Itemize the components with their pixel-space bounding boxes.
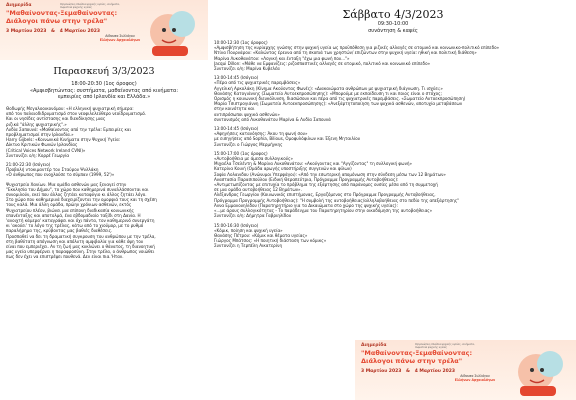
block-line: Θανάσης Κατογιάννης (Σωματείο Αυτοεκπροσώπησης): «Μπορούμε με εκπαίδευση τι και ποιος είναι ο στόχος;	[214, 90, 442, 96]
banner-venue-line1: Αίθουσα Συλλόγου	[460, 374, 490, 378]
block-line: Πρόγραμμα Προγραμμής Αυτοβοήθειας): "Η συμβολή της αυτοβοήθειας/αλληλοβοήθειας στο πεδίο της απεξάρτησης"	[214, 197, 459, 203]
block-time: 13:00-14:45 (Ισόγειο)	[214, 75, 259, 81]
friday-title: Παρασκευή 3/3/2023	[53, 66, 155, 77]
block-line: αντιπρόσωποι ψυχικά ασθενών»	[214, 111, 280, 117]
banner-dates	[6, 29, 100, 34]
friday-evening-line: Ψυχιατρείου πλέον, βιώνει μια επίπονη διαδικασία κοινωνικής	[6, 207, 134, 213]
saturday-program	[210, 35, 576, 249]
friday-column	[0, 0, 208, 400]
banner-organizers: Οργανώσεις-πλαίσια ψυχικής υγείας, κινήματα, σωματεία ψυχικής υγείας	[415, 343, 475, 349]
friday-line: (Critical Voices Network Ireland CVNI)»	[6, 147, 86, 153]
friday-line: Λυδία Σαπουνά: «Μαθαίνοντας από την τρέλα: Εμπειρίες και	[6, 126, 131, 132]
friday-theme-1: «Αμφισβητώντας: συστήματα, μαθαίνοντας από κινήματα:	[29, 88, 179, 94]
block-line: Άννα Εμμανουηλίδου (Παρατηρητήριο για τα Δικαιώματα στο χώρο της ψυχικής υγείας):	[214, 202, 398, 208]
event-banner-bottom	[355, 340, 576, 400]
banner-date-right: 4 Μαρτίου 2023	[414, 369, 456, 374]
saturday-welcome-time: 09:30-10:00	[377, 21, 409, 27]
saturday-welcome: συνάντηση & καφές	[368, 28, 418, 34]
block-line: «Αυτοβοήθεια με άμεσα συλλογικούς»	[214, 156, 294, 162]
illustrated-faces-icon	[512, 342, 570, 398]
block-line: στην κοινότητα και	[214, 106, 255, 112]
block-line: «Αντιμετωπίζοντας με επιτυχία το πρόβλημα της εξάρτησης από παράνομες ουσίες μέσα από τη συμμετοχή	[214, 182, 438, 188]
block-line: «Κόμικ, ποίηση και ψυχική υγεία»	[214, 227, 283, 233]
friday-talks	[0, 100, 208, 260]
block-line: Θανάσης Πέτρου: «Κόμικ και θέματα υγείας»	[214, 232, 308, 238]
friday-theme-2: εμπειρίες από Ιρλανδία και Ελλάδα.»	[57, 94, 151, 100]
block-line: σε μια ομάδα αυτοβοήθειας 12 Βημάτων».	[214, 187, 302, 193]
banner-date-left: 3 Μαρτίου 2023	[361, 369, 402, 374]
saturday-title: Σάββατο 4/3/2023	[342, 8, 444, 21]
block-line: «Πέρα από τις ψυχιατρικές παρεμβάσεις»	[214, 80, 301, 86]
event-banner	[0, 0, 208, 60]
block-line: «...με άρους συλλογικότητας - Το παράδειγμα του Παρατηρητηρίου στην οικοδόμηση της αυτοβοήθειας»	[214, 208, 433, 214]
friday-evening-time: 21:00-22:30 (Ισόγειο)	[6, 162, 51, 168]
block-line: Αναστασία Παρασιπούλου (Ειδική Θεραπεύτρια, Πρόγραμμα Προγραμμής Αυτοβοήθειας):	[214, 176, 399, 182]
friday-evening-line: παραλήρημα της, κρύβοντας μας βαθιές διαθέσεις.	[6, 228, 113, 234]
banner-amp: &	[406, 369, 410, 374]
friday-line: Θοδωρής Μεγαλοοικονόμου: «Η ελληνική ψυχιατρική σήμερα:	[6, 106, 134, 111]
banner-dates	[361, 369, 455, 374]
block-line: Συντονίζει ο/η: Μαρίνα Κυβελέα	[214, 66, 280, 72]
block-line: Ορισμός η κοινωνική διευκόλυνση, διασώσουν και πέρα από τις ψυχιατρικές παρεμβάσεις. «Σωματείο Αυτοεκπροσώπηση)	[214, 96, 466, 102]
block-line: Κατερίνα Κοινή (Ομάδα αρωγής υποστήριξης συγγενών και φίλων)	[214, 166, 352, 172]
friday-evening-line: "Εκκλησία του Δήμου", το χώρο που καθημερινά συναλλάσσονται και	[6, 186, 149, 192]
friday-evening-line: είναι που εμπεριέχει. Αν τη ζωή μας κυκλώνει ο θάνατος, τη διανοητική	[6, 244, 155, 250]
block-line: Σοφία Λολανιδου (Ανώνυμοι Υπερφάγοι): «Από την εσωτερική απομόνωση στην σύνδεση μέσω των 12 Βημάτων»	[214, 171, 446, 177]
banner-venue-line2: Ελλήνων Αρχαιολόγων	[454, 378, 496, 382]
friday-evening-line: επανένταξης και αποτολμά, ένα εβδομαδιαίο ταξίδι στη Δανία. Η	[6, 212, 141, 218]
friday-evening-line: Ψυχιατρείο Χανίων. Μια ομάδα ασθενών μας ξεναγεί στην	[6, 181, 127, 187]
block-line: Μιχαέλα Τσελέντη & Μαρίνα Λυκοθανάτου: «Ακούγοντας και "Αγγίζοντας" τη συλλογική φωνή»	[214, 161, 412, 167]
banner-venue	[447, 374, 503, 382]
friday-line: προβληματισμοί στην Ιρλανδία.»	[6, 132, 74, 138]
banner-amp: &	[51, 29, 55, 34]
block-time: 13:00-14:45 (Ισόγειο)	[214, 126, 259, 132]
banner-title: "Μαθαίνοντας-Ξεμαθαίνοντας: Διάλογοι πάνω στην τρέλα"	[6, 9, 118, 25]
friday-line: Και οι νησίδες αντίστασης και διεκδίκησης μιας	[6, 116, 106, 122]
friday-line: Συντονίζει ο/η: Κορρέ Γεωργία	[6, 152, 70, 158]
block-line: με εισηγήσεις από Sophia, Bilious, Ομοφυλόφιλων και Έξενη Μηταιλίου	[214, 136, 361, 142]
friday-line: ριζικά "άλλης ψυχιατρικής".»	[6, 121, 67, 127]
friday-evening-line: «Ο άνθρωπος που ενοχλούσε το σύμπαν (1999, 52')»	[6, 172, 115, 178]
friday-line: Δίκτυο Κριτικών Φωνών Ιρλανδίας	[6, 142, 78, 148]
illustrated-faces-icon	[144, 2, 202, 58]
block-line: «Αμφισβήτηση της κυρίαρχης γνώσης στην ψυχική υγεία ως προϋπόθεση για ριζικές αλλαγές σε ατομικό και κοινωνικο-πολιτικό επίπεδο»	[214, 45, 500, 51]
banner-venue-line2: Ελλήνων Αρχαιολόγων	[99, 38, 141, 42]
banner-label: Διημερίδα	[6, 3, 32, 8]
block-line: «Αφηγήσεις κατανόησης: Άκου τη φωνή σου»	[214, 131, 308, 137]
saturday-column	[210, 0, 576, 400]
friday-line: Harry Gijbels: «Κοινωνικά Κινήματα στην Ψυχική Υγεία:	[6, 137, 121, 143]
block-line: Αγγελική Αρκολάκη (Κίνημα Ακούοντας Φωνές): «Διακαιώματα ανθρώπων με ψυχιατρική διάγνωση. Τι ισχύει;»	[214, 85, 443, 91]
banner-date-left: 3 Μαρτίου 2023	[6, 29, 47, 34]
friday-evening-line: 'ανοιχτή κάμερα' καταγράφει και όχι πάντα, τον καθημερινό συνεργάτη	[6, 218, 155, 224]
banner-organizers: Οργανώσεις-πλαίσια ψυχικής υγείας, κινήματα, σωματεία ψυχικής υγείας	[60, 3, 120, 9]
friday-evening-line: τους καλά. Μια άλλη ομάδα, πρώην χρόνιων ασθενών, εκτός	[6, 202, 132, 208]
friday-evening-line: μας υγεία υπερφέρνει η παραφροσύνη. Στην τρέλα, ο άνθρωπος νοιώθει	[6, 249, 155, 255]
block-line: συντονισμός από Λυκοθανάτου Μαρίνα & Λυδία Σαπουνά	[214, 116, 331, 122]
block-line: Μαρία Τσιστρογιάννη (Σωματείο Αυτοεκπροσώπησης): «Ανεξάρτητοποίηση των ψυχικά ασθενών, αποτυχία μεταβάσεων	[214, 101, 463, 107]
block-line: Συντονίζει η Τερπέλη Αικατερίνη	[214, 243, 283, 249]
friday-session-time: 18:00-20:30 (1ος όροφος)	[71, 81, 137, 87]
block-time: 15:00-17:00 (1ος όροφος)	[214, 150, 268, 156]
friday-line: από τον παλαιοδιδρυματισμό στον νεοφιλελεύθερο νεοϊδρυματισμό.	[6, 111, 147, 117]
friday-evening-line: στη βαθύτατη απόγνωση και απόλυτη αμφιβολία για κάθε όψη του	[6, 238, 144, 244]
banner-date-right: 4 Μαρτίου 2023	[59, 29, 101, 34]
banner-title: "Μαθαίνοντας-Ξεμαθαίνοντας: Διάλογοι πάνω στην τρέλα"	[361, 349, 473, 365]
block-line: Αλέξανδρος Γεωργίου (Κοινωνικός επιστήμονας, Εργαζόμενος στο Πρόγραμμα Προγραμμής Αυτοβοήθειας,	[214, 192, 436, 198]
block-line: Συντονίζει ο Γιώργος Μερμήγκης	[214, 141, 283, 147]
banner-venue	[92, 34, 148, 42]
banner-venue-line1: Αίθουσα Συλλόγου	[105, 34, 135, 38]
block-line: Jacqui Dillon: «Μάθε να Εμφανίζεις: ριζοσπαστικές αλλαγές σε ατομικό, πολιτικό και κοινωνικό επίπεδο»	[214, 60, 431, 66]
block-line: Γιώργος Μπάτσος: «Η ποιητική διάσταση των κόμικς»	[214, 238, 327, 244]
block-line: Συντονίζει ο/η: Δήμητρα Γαβριηλίδου	[214, 213, 292, 219]
banner-label: Διημερίδα	[361, 343, 387, 348]
friday-evening-line: Προβολή ντοκιμαντέρ του Σταύρου Ψυλλάκη	[6, 167, 99, 173]
friday-evening-line: Προσπαθεί να δει τη δραματική συγκρουση του ανθρώπου με την τρέλα,	[6, 233, 156, 239]
friday-evening-line: συνομιλούν, εκεί που άλλος ζητάει καταφύγιο κι άλλος ζητάει λόγο.	[6, 192, 147, 198]
block-line: Ντίνα Πουρνάρου: «Καλώντας έρευνα από τη σκοπιά των χρηστών/ επιζώντων στην ψυχική υγεία: ηθική και πολιτική διάθεση»	[214, 50, 477, 56]
friday-evening-line: πως δεν έχει να επιστρέψει πουθενά. Δεν είναι πια.'Ηταν.	[6, 254, 124, 260]
block-time: 15:00-16:30 (Ισόγειο)	[214, 222, 259, 228]
friday-evening-line: κι 'ακούει' το λόγο της τρέλας, κάτω από το χιούμορ, με το ρυθμό	[6, 223, 144, 229]
block-time: 10:00-12:30 (1ος όροφος)	[214, 40, 268, 45]
friday-evening-line: Στο χώρο που καθημερινά διαχειρίζονται την ομορφιά τους και τη σχέση	[6, 197, 157, 203]
block-line: Μαρίνα Λυκοθανάτου: «Λογική και ένταξη "έχω μια φωνή που..."»	[214, 55, 350, 61]
